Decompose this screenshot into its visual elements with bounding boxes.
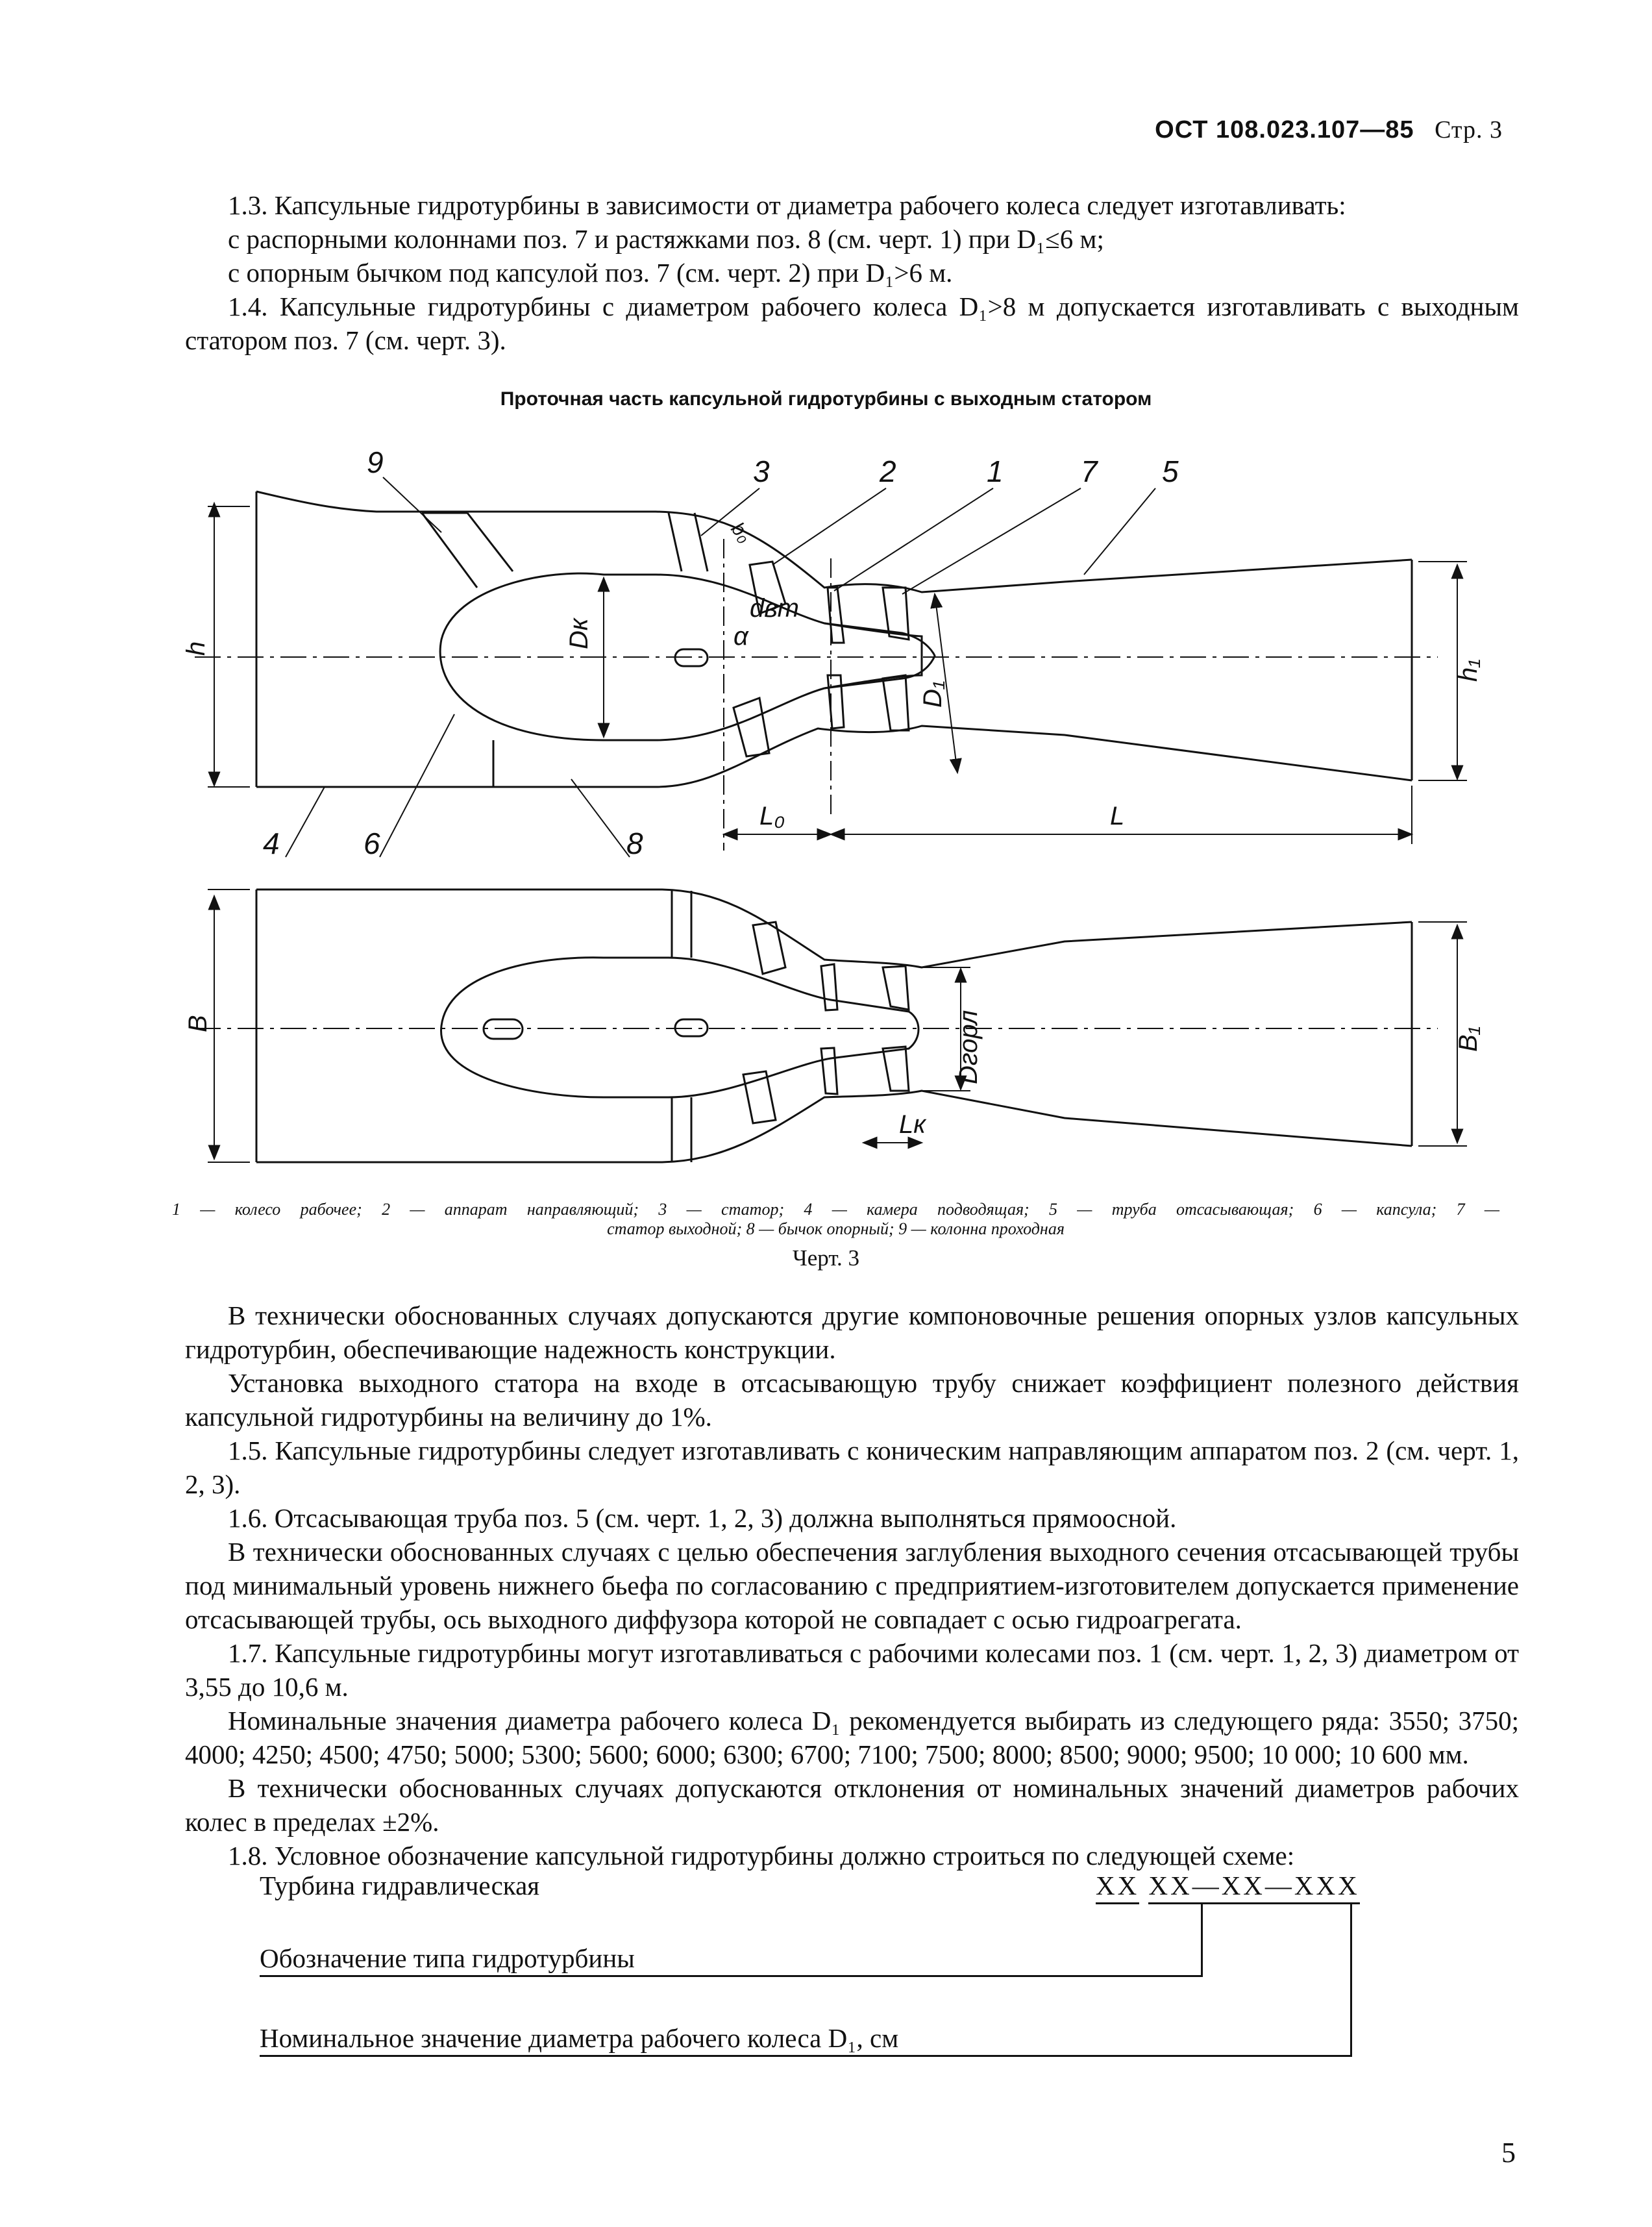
outlet-stator-bottom [883,675,909,730]
dim-l0: L₀ [759,802,785,830]
code-dash-1: — [1192,1870,1222,1904]
standard-code: ОСТ 108.023.107—85 [1155,116,1414,143]
page-number: 5 [1501,2137,1516,2169]
paragraph-draft-tube: В технически обоснованных случаях с целью обеспечения заглубления выходного сечения отсасывающей трубы под минимальный уровень нижнего бьефа по согласованию с предприятием-изготовителем допускается применение отсасывающей трубы, ось выходного диффузора которой не совпадает с осью гидроагрегата. [185,1537,1519,1634]
callout-6: 6 [364,827,380,860]
callout-2: 2 [880,454,896,488]
dim-lk: Lк [899,1110,926,1139]
legend-line-1: 1 — колесо рабочее; 2 — аппарат направляющий; 3 — статор; 4 — камера подводящая; 5 — труба отсасывающая; 6 — капсула; 7 — [172,1200,1499,1219]
runner-blade-bottom [828,675,844,728]
figure-legend [172,1200,1499,1239]
dim-d1: D₁ [918,680,947,708]
dim-dk: Dк [565,618,593,649]
plan-outer-top [256,890,1412,967]
figure-caption: Черт. 3 [793,1245,859,1271]
paragraph-1-7: 1.7. Капсульные гидротурбины могут изготавливаться с рабочими колесами поз. 1 (см. черт. 1, 2, 3) диаметром от 3,55 до 10,6 м. [185,1638,1519,1702]
figure-title: Проточная часть капсульной гидротурбины с выходным статором [500,388,1152,410]
designation-scheme [260,1870,1428,2065]
scheme-underline-type [260,1975,1201,1977]
dim-b: B [184,1015,212,1032]
callout-3: 3 [753,454,770,488]
paragraph-1-4: 1.4. Капсульные гидротурбины с диаметром рабочего колеса D₁>8 м допускается изготавливать с выходным статором поз. 7 (см. черт. 3). [185,292,1519,355]
lower-outer-contour [256,726,1412,787]
dim-h1: h₁ [1454,659,1483,682]
paragraph-1-3-b: с опорным бычком под капсулой поз. 7 (см. черт. 2) при D₁>6 м. [228,258,953,288]
scheme-underline-diameter [260,2055,1352,2057]
plan-outer-bottom [256,1091,1412,1162]
code-part-d: XXX [1294,1870,1360,1904]
bottom-paragraphs [185,1299,1519,1872]
column-9 [422,513,513,588]
scheme-label-type: Обозначение типа гидротурбины [260,1943,635,1973]
paragraph-1-3: 1.3. Капсульные гидротурбины в зависимости от диаметра рабочего колеса следует изготавливать: [228,190,1346,220]
scheme-vertical-diameter [1350,1904,1352,2057]
page-label: Стр. 3 [1435,116,1503,143]
paragraph-1-3-a: с распорными колоннами поз. 7 и растяжками поз. 8 (см. черт. 1) при D₁≤6 м; [228,224,1104,254]
guide-vane-bottom [734,698,769,756]
paragraph-nominal-values: Номинальные значения диаметра рабочего колеса D₁ рекомендуется выбирать из следующего ряда: 3550; 3750; 4000; 4250; 4500; 4750; 5000; 5300; 5600; 6000; 6300; 6700; 7100; 7500; 8000; 8500; 9000; 9500; 10 000; 10 600 мм. [185,1706,1519,1769]
scheme-label-turbine: Турбина гидравлическая [260,1871,540,1900]
paragraph-efficiency: Установка выходного статора на входе в отсасывающую трубу снижает коэффициент полезного действия капсульной гидротурбины на величину до 1%. [185,1368,1519,1432]
code-dash-2: — [1265,1870,1294,1904]
dim-l: L [1110,802,1125,830]
paragraph-1-5: 1.5. Капсульные гидротурбины следует изготавливать с коническим направляющим аппаратом поз. 2 (см. черт. 1, 2, 3). [185,1436,1519,1499]
scheme-code [1096,1870,1360,1904]
callout-1: 1 [987,454,1004,488]
dim-h: h [182,641,210,656]
callout-7: 7 [1081,454,1098,488]
dim-b1: B₁ [1454,1026,1483,1052]
paragraph-1-6: 1.6. Отсасывающая труба поз. 5 (см. черт. 1, 2, 3) должна выполняться прямоосной. [228,1503,1177,1533]
paragraph-alt-solutions: В технически обоснованных случаях допускаются другие компоновочные решения опорных узлов капсульных гидротурбин, обеспечивающие надежность конструкции. [185,1300,1519,1364]
legend-line-2: статор выходной; 8 — бычок опорный; 9 — колонна проходная [607,1219,1065,1238]
plan-capsule [441,958,918,1097]
scheme-vertical-type [1201,1904,1203,1977]
code-part-c: XX [1222,1870,1265,1904]
callout-9: 9 [367,445,384,479]
runner-blade-top [828,588,844,643]
dim-dvt: dвт [750,594,799,623]
code-part-b: XX [1148,1870,1192,1904]
upper-outer-contour [256,491,1412,592]
dim-alpha: α [734,622,748,651]
dim-dgorl: Dгорл [954,1010,983,1084]
callout-4: 4 [263,827,280,860]
paragraph-1-8: 1.8. Условное обозначение капсульной гидротурбины должно строиться по следующей схеме: [228,1841,1295,1871]
callout-8: 8 [626,827,643,860]
dim-b0: b₀ [726,518,756,547]
code-part-a: XX [1096,1870,1139,1904]
callout-5: 5 [1162,454,1179,488]
paragraph-deviation: В технически обоснованных случаях допускаются отклонения от номинальных значений диаметров рабочих колес в пределах ±2%. [185,1773,1519,1837]
scheme-label-diameter: Номинальное значение диаметра рабочего колеса D₁, см [260,2023,899,2053]
